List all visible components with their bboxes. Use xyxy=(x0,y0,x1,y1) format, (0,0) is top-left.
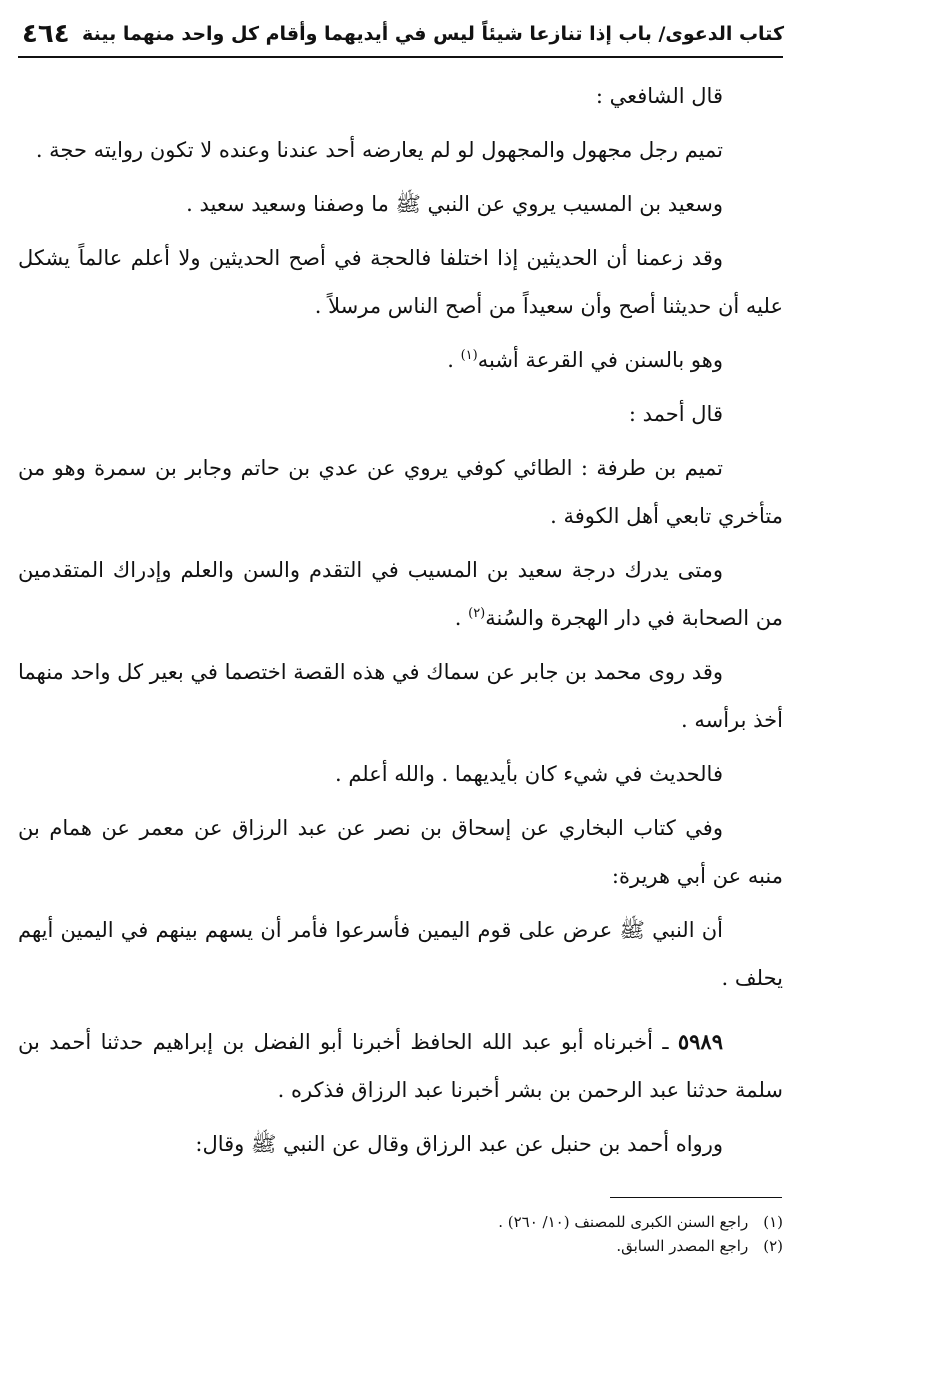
paragraph: وقد روى محمد بن جابر عن سماك في هذه القصة اختصما في بعير كل واحد منهما أخذ برأسه . xyxy=(18,660,783,732)
footnote-ref[interactable]: (١) xyxy=(460,348,478,363)
paragraph: ورواه أحمد بن حنبل عن عبد الرزاق وقال عن النبي ﷺ وقال: xyxy=(195,1132,723,1156)
footnote: (٢) راجع المصدر السابق. xyxy=(18,1234,783,1258)
page-header xyxy=(22,14,784,54)
paragraph: وسعيد بن المسيب يروي عن النبي ﷺ ما وصفنا وسعيد سعيد . xyxy=(186,192,723,216)
paragraph: أن النبي ﷺ عرض على قوم اليمين فأسرعوا فأمر أن يسهم بينهم في اليمين أيهم يحلف . xyxy=(18,918,783,990)
paragraph: وهو بالسنن في القرعة أشبه$^{(١)}$ . xyxy=(447,348,723,372)
footnote-number: (١) xyxy=(763,1213,783,1231)
footnote-number: (٢) xyxy=(763,1237,783,1255)
footnote-ref[interactable]: (٢) xyxy=(468,606,486,621)
paragraph: تميم رجل مجهول والمجهول لو لم يعارضه أحد عندنا وعنده لا تكون روايته حجة . xyxy=(35,138,723,162)
main-text xyxy=(18,72,783,1174)
hadith-number: ٥٩٨٩ xyxy=(677,1029,723,1054)
header-rule xyxy=(18,56,783,58)
paragraph: وقد زعمنا أن الحديثين إذا اختلفا فالحجة في أصح الحديثين ولا أعلم عالماً يشكل عليه أن حديثنا أصح وأن سعيداً من أصح الناس مرسلاً . xyxy=(18,246,783,318)
running-head: كتاب الدعوى/ باب إذا تنازعا شيئاً ليس في أيديهما وأقام كل واحد منهما بينة xyxy=(82,23,784,45)
paragraph: تميم بن طرفة : الطائي كوفي يروي عن عدي بن حاتم وجابر بن سمرة وهو من متأخري تابعي أهل الكوفة . xyxy=(18,456,783,528)
paragraph: ومتى يدرك درجة سعيد بن المسيب في التقدم والسن والعلم وإدراك المتقدمين من الصحابة في دار الهجرة والسُنة$^{(٢)}$ . xyxy=(18,558,783,630)
footnote: (١) راجع السنن الكبرى للمصنف (١٠/ ٢٦٠) . xyxy=(18,1210,783,1234)
hadith-paragraph: ٥٩٨٩ ـ أخبرناه أبو عبد الله الحافظ أخبرنا أبو الفضل بن إبراهيم حدثنا أحمد بن سلمة حدثنا عبد الرحمن بن بشر أخبرنا عبد الرزاق فذكره . xyxy=(18,1029,783,1102)
paragraph: وفي كتاب البخاري عن إسحاق بن نصر عن عبد الرزاق عن معمر عن همام بن منبه عن أبي هريرة: xyxy=(18,816,783,888)
footnotes xyxy=(18,1210,783,1258)
page-number: ٤٦٤ xyxy=(22,19,70,49)
paragraph: قال الشافعي : xyxy=(595,84,723,108)
footnote-rule xyxy=(610,1197,782,1198)
paragraph: فالحديث في شيء كان بأيديهما . والله أعلم . xyxy=(334,762,723,786)
paragraph: قال أحمد : xyxy=(628,402,723,426)
